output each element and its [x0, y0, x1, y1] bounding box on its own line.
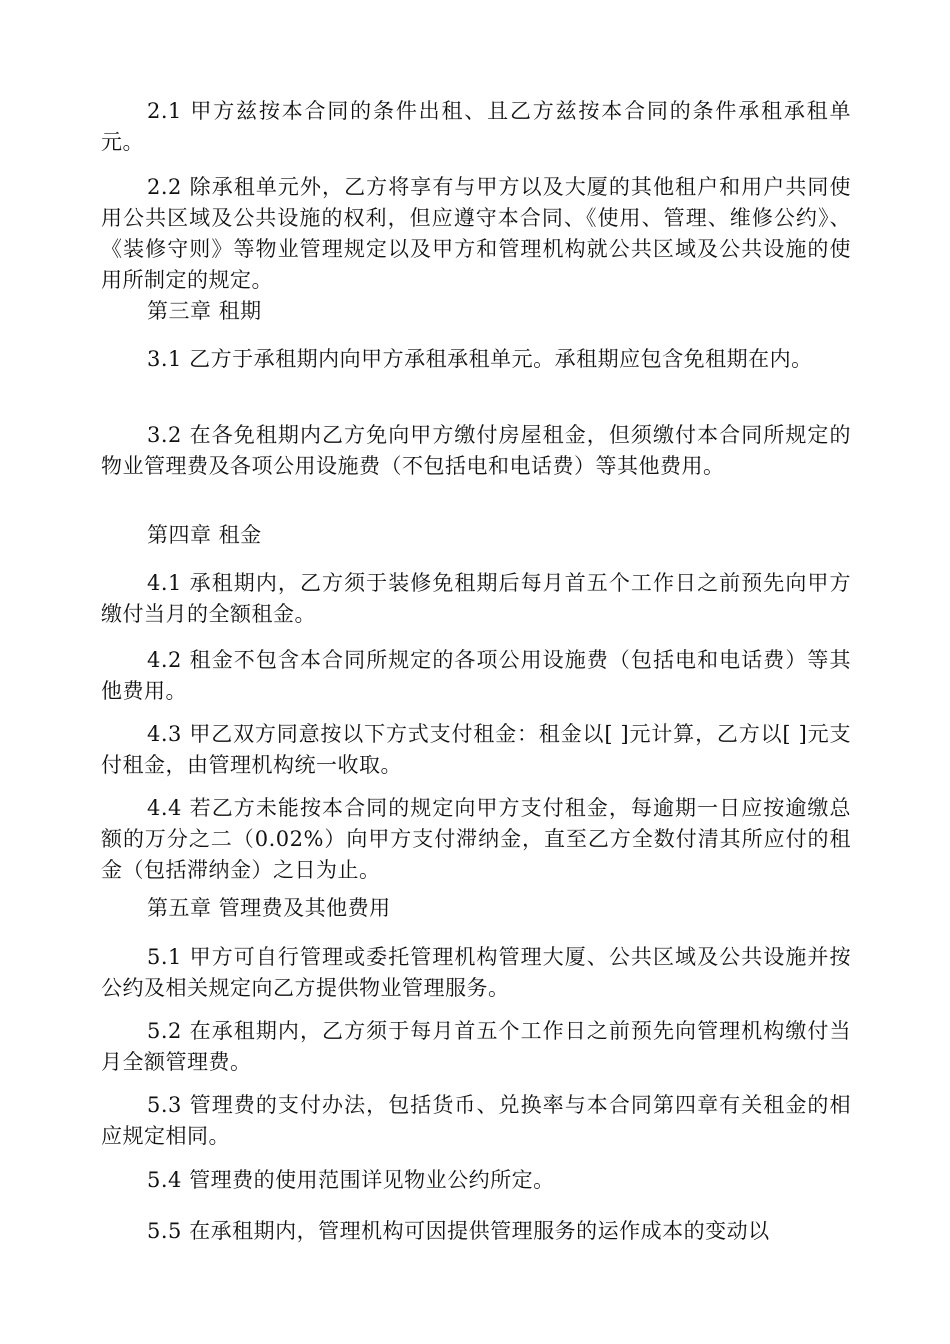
clause-5-5: 5.5 在承租期内，管理机构可因提供管理服务的运作成本的变动以	[147, 1219, 770, 1243]
clause-5-3: 5.3 管理费的支付办法，包括货币、兑换率与本合同第四章有关租金的相应规定相同。	[101, 1093, 851, 1148]
clause-2-2: 2.2 除承租单元外，乙方将享有与甲方以及大厦的其他租户和用户共同使用公共区域及公共设施的权利，但应遵守本合同、《使用、管理、维修公约》、《装修守则》等物业管理规定以及甲方和管理机构就公共区域及公共设施的使用所制定的规定。	[101, 175, 851, 292]
clause-3-1: 3.1 乙方于承租期内向甲方承租承租单元。承租期应包含免租期在内。	[147, 347, 813, 371]
clause-3-2: 3.2 在各免租期内乙方免向甲方缴付房屋租金，但须缴付本合同所规定的物业管理费及各项公用设施费（不包括电和电话费）等其他费用。	[101, 423, 851, 478]
clause-4-4: 4.4 若乙方未能按本合同的规定向甲方支付租金，每逾期一日应按逾缴总额的万分之二（0.02%）向甲方支付滞纳金，直至乙方全数付清其所应付的租金（包括滞纳金）之日为止。	[101, 796, 851, 882]
clause-5-4: 5.4 管理费的使用范围详见物业公约所定。	[147, 1168, 555, 1192]
chapter-4-heading: 第四章 租金	[147, 523, 262, 547]
clause-4-1: 4.1 承租期内，乙方须于装修免租期后每月首五个工作日之前预先向甲方缴付当月的全额租金。	[101, 571, 851, 626]
clause-2-1: 2.1 甲方兹按本合同的条件出租、且乙方兹按本合同的条件承租承租单元。	[101, 99, 851, 154]
clause-5-2: 5.2 在承租期内，乙方须于每月首五个工作日之前预先向管理机构缴付当月全额管理费。	[101, 1019, 851, 1074]
clause-4-3: 4.3 甲乙双方同意按以下方式支付租金：租金以[ ]元计算，乙方以[ ]元支付租金，由管理机构统一收取。	[101, 722, 851, 777]
clause-5-1: 5.1 甲方可自行管理或委托管理机构管理大厦、公共区域及公共设施并按公约及相关规定向乙方提供物业管理服务。	[101, 945, 851, 1000]
clause-4-2: 4.2 租金不包含本合同所规定的各项公用设施费（包括电和电话费）等其他费用。	[101, 648, 851, 703]
chapter-5-heading: 第五章 管理费及其他费用	[147, 896, 391, 920]
chapter-3-heading: 第三章 租期	[147, 299, 262, 323]
